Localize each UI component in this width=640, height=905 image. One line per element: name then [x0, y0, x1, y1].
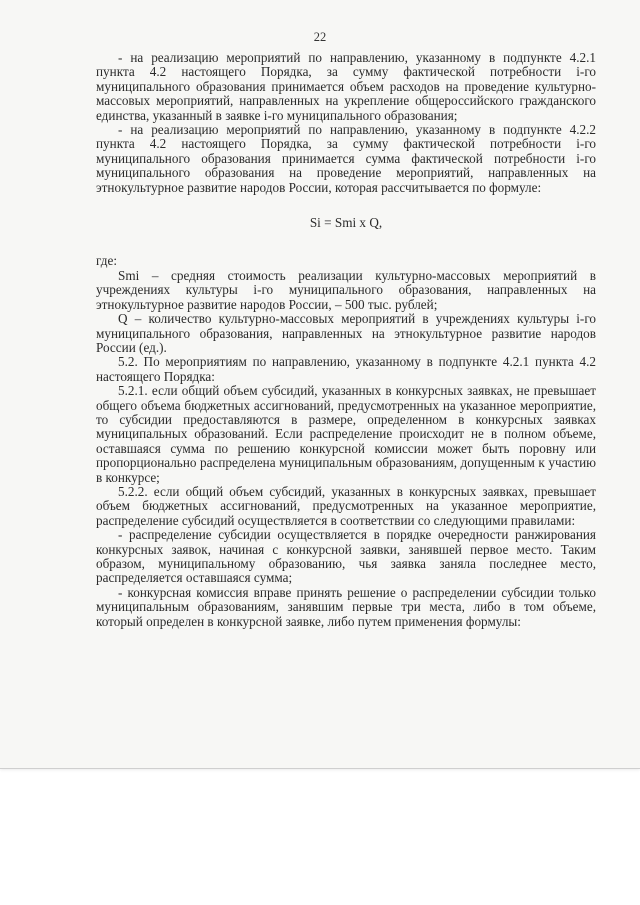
page-body [96, 51, 596, 629]
where-label: где: [96, 253, 117, 269]
rule-commission: - конкурсная комиссия вправе принять решение о распределении субсидии только муниципальным образованиям, занявшим первые три места, либо в том объеме, который определен в конкурсной заявке, либо путем применения формулы: [96, 584, 596, 629]
clause-5-2-1: 5.2.1. если общий объем субсидий, указанных в конкурсных заявках, не превышает общего объема бюджетных ассигнований, предусмотренных на указанное мероприятие, то субсидии предоставляются в размере, определенном в конкурсных заявках муниципальных образований. Если распределение происходит не в полном объеме, оставшаяся сумма по решению конкурсной комиссии может быть поровну или пропорционально распределена муниципальным образованиям, допущенным к участию в конкурсе; [96, 383, 596, 485]
definition-q: Q – количество культурно-массовых мероприятий в учреждениях культуры i-го муниципального образования, направленных на этнокультурное развитие народов России (ед.). [96, 311, 596, 355]
clause-5-2-2: 5.2.2. если общий объем субсидий, указанных в конкурсных заявках, превышает объем бюджетных ассигнований, предусмотренных на указанное мероприятие, распределение субсидий осуществляется в соответствии со следующими правилами: [96, 483, 596, 528]
paragraph-4-2-1-expenses: - на реализацию мероприятий по направлению, указанному в подпункте 4.2.1 пункта 4.2 настоящего Порядка, за сумму фактической потребности i-го муниципального образования принимается объем расходов на проведение культурно-массовых мероприятий, направленных на укрепление общероссийского гражданского единства, указанный в заявке i-го муниципального образования; [96, 50, 596, 123]
definition-smi: Smi – средняя стоимость реализации культурно-массовых мероприятий в учреждениях культуры i-го муниципального образования, направленных на этнокультурное развитие народов России, – 500 тыс. рублей; [96, 267, 596, 312]
clause-5-2: 5.2. По мероприятиям по направлению, указанному в подпункте 4.2.1 пункта 4.2 настоящего Порядка: [96, 354, 596, 384]
paragraph-4-2-2-expenses: - на реализацию мероприятий по направлению, указанному в подпункте 4.2.2 пункта 4.2 настоящего Порядка, за сумму фактической потребности i-го муниципального образования принимается сумма фактической потребности i-го муниципального образования на проведение мероприятий, направленных на этнокультурное развитие народов России, которая рассчитывается по формуле: [96, 122, 596, 195]
formula-si: Si = Smi x Q, [309, 215, 383, 231]
rule-ranking: - распределение субсидии осуществляется в порядке очередности ранжирования конкурсных заявок, начиная с конкурсной заявки, занявшей первое место. Таким образом, муниципальному образованию, чья заявка заняла последнее место, распределяется оставшаяся сумма; [96, 527, 596, 586]
page-number: 22 [313, 30, 327, 44]
